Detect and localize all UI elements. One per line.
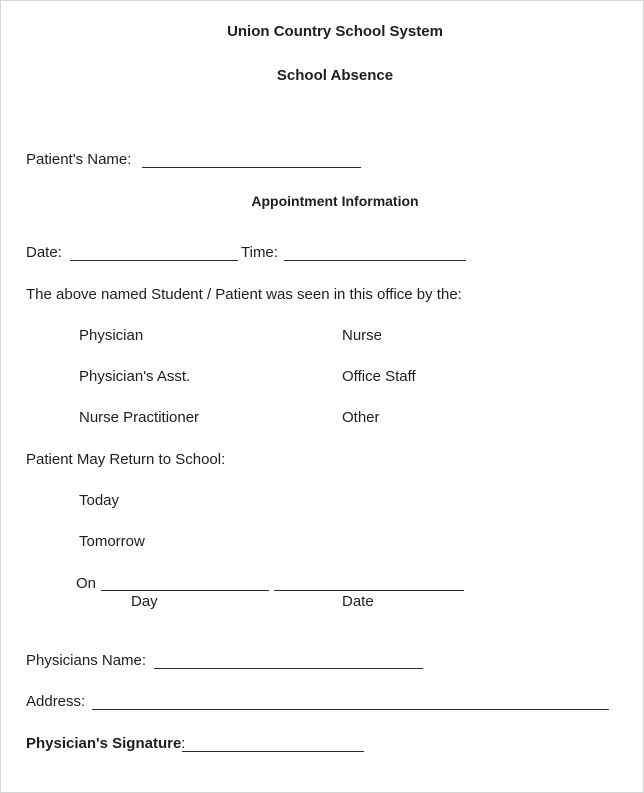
- date-caption: Date: [342, 593, 374, 610]
- date-field[interactable]: [70, 260, 238, 261]
- time-field[interactable]: [284, 260, 466, 261]
- time-label: Time:: [241, 244, 278, 261]
- form-title: School Absence: [276, 67, 394, 84]
- date-label: Date:: [26, 244, 62, 261]
- seen-by-statement: The above named Student / Patient was seen in this office by the:: [26, 286, 462, 303]
- return-option-tomorrow[interactable]: Tomorrow: [79, 533, 145, 550]
- return-date-field[interactable]: [274, 590, 464, 591]
- physicians-name-label: Physicians Name:: [26, 652, 147, 669]
- option-other[interactable]: Other: [342, 409, 380, 426]
- appointment-heading: Appointment Information: [251, 193, 419, 209]
- signature-colon: :: [181, 735, 186, 752]
- address-field[interactable]: [92, 709, 609, 710]
- patient-name-label: Patient's Name:: [26, 151, 132, 168]
- option-nurse-practitioner[interactable]: Nurse Practitioner: [79, 409, 200, 426]
- organization-title: Union Country School System: [227, 23, 443, 40]
- signature-field[interactable]: [182, 751, 364, 752]
- return-option-today[interactable]: Today: [79, 492, 120, 509]
- return-option-on[interactable]: On: [76, 575, 97, 592]
- physicians-name-field[interactable]: [154, 668, 423, 669]
- patient-name-field[interactable]: [142, 167, 361, 168]
- signature-label-row: [26, 735, 185, 752]
- return-label: Patient May Return to School:: [26, 451, 226, 468]
- day-caption: Day: [131, 593, 158, 610]
- option-office-staff[interactable]: Office Staff: [342, 368, 416, 385]
- option-nurse[interactable]: Nurse: [342, 327, 383, 344]
- return-day-field[interactable]: [101, 590, 269, 591]
- option-physicians-asst[interactable]: Physician's Asst.: [79, 368, 191, 385]
- option-physician[interactable]: Physician: [79, 327, 144, 344]
- address-label: Address:: [26, 693, 86, 710]
- signature-label: Physician's Signature: [26, 735, 182, 752]
